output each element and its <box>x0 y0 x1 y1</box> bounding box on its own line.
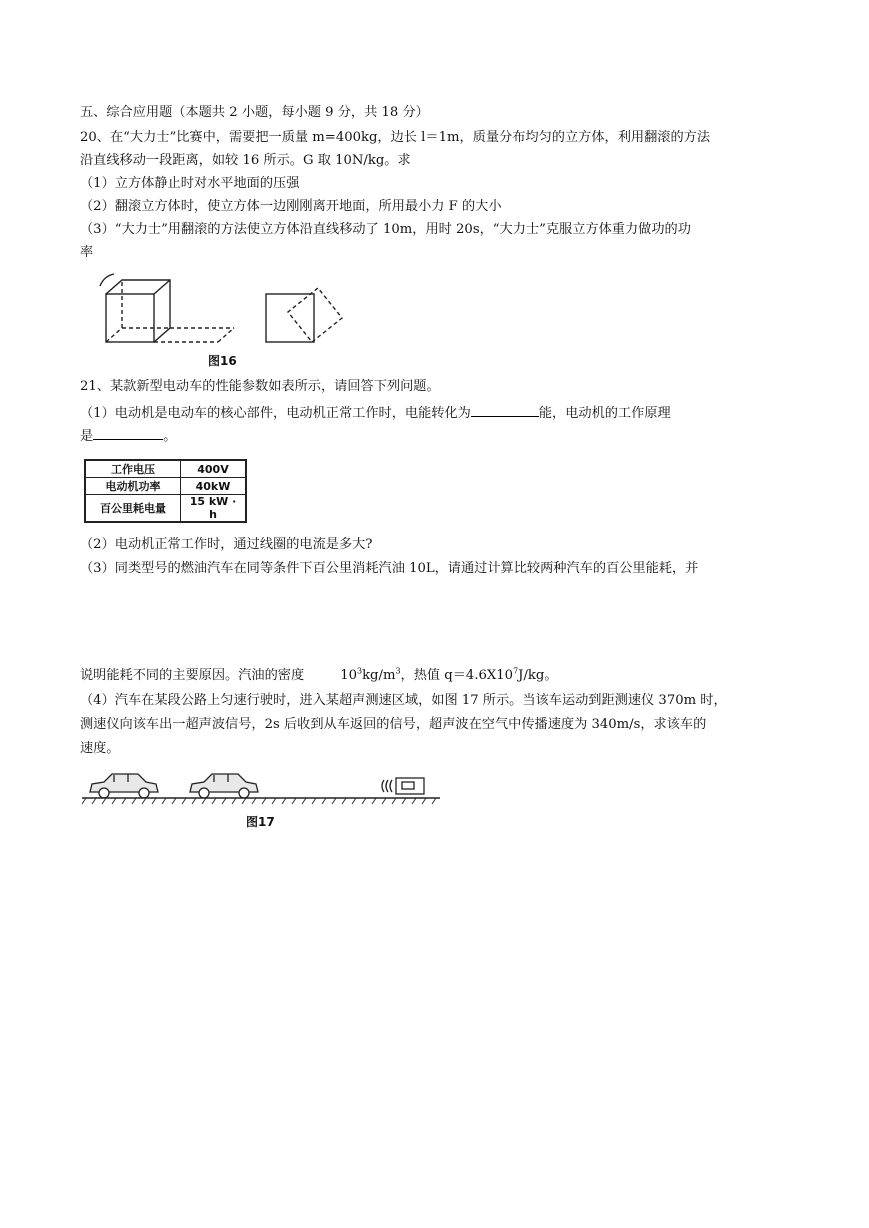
table-row <box>85 495 246 523</box>
figure-17-speed-radar-diagram <box>82 768 442 810</box>
figure-16-caption: 图16 <box>208 354 237 368</box>
q21-part1-text-a: （1）电动机是电动车的核心部件，电动机正常工作时，电能转化为 <box>80 406 471 421</box>
spec-value: 15 kW · h <box>181 495 247 523</box>
car-icon <box>190 774 258 798</box>
q21-part3-line2 <box>80 667 558 685</box>
q20-part1: （1）立方体静止时对水平地面的压强 <box>80 176 300 191</box>
q20-part3-line2: 率 <box>80 245 94 260</box>
heat-value-exponent: 7 <box>513 666 519 676</box>
table-row <box>85 460 246 478</box>
answer-blank-principle[interactable] <box>93 425 163 440</box>
q20-part2: （2）翻滚立方体时，使立方体一边刚刚离开地面，所用最小力 F 的大小 <box>80 199 502 214</box>
spec-label: 电动机功率 <box>85 478 181 495</box>
figure-17-caption: 图17 <box>246 815 275 829</box>
q21-part1-text-c: 是 <box>80 429 94 444</box>
car-icon <box>90 774 158 798</box>
q20-line2: 沿直线移动一段距离，如较 16 所示。G 取 10N/kg。求 <box>80 153 411 168</box>
density-unit: kg/m <box>362 668 396 683</box>
spec-label: 百公里耗电量 <box>85 495 181 523</box>
density-exponent: 3 <box>356 666 363 676</box>
section-title: 五、综合应用题（本题共 2 小题，每小题 9 分，共 18 分） <box>80 105 429 120</box>
heat-value-text: ，热值 q＝4.6X10 <box>400 668 514 683</box>
figure-16-cube-diagram <box>88 272 348 350</box>
spec-label: 工作电压 <box>85 460 181 478</box>
q21-line1: 21、某款新型电动车的性能参数如表所示，请回答下列问题。 <box>80 379 440 394</box>
gasoline-density-text: 说明能耗不同的主要原因。汽油的密度 <box>80 668 305 683</box>
density-base: 10 <box>340 668 357 683</box>
q21-part1-line2 <box>80 425 176 446</box>
q20-line1: 20、在“大力士”比赛中，需要把一质量 m=400kg，边长 l＝1m，质量分布均匀的立方体，利用翻滚的方法 <box>80 130 711 145</box>
q21-part4-line3: 速度。 <box>80 741 120 756</box>
q21-part1-text-b: 能，电动机的工作原理 <box>538 406 671 421</box>
q21-part1-text-d: 。 <box>163 429 177 444</box>
q21-part4-line2: 测速仪向该车出一超声波信号，2s 后收到从车返回的信号，超声波在空气中传播速度为 340m/s，求该车的 <box>80 717 707 732</box>
spec-table <box>84 459 247 523</box>
speed-radar-icon <box>382 778 424 794</box>
answer-blank-energy[interactable] <box>471 402 539 417</box>
heat-value-unit: J/kg。 <box>518 668 558 683</box>
spec-value: 40kW <box>181 478 247 495</box>
q21-part1-line1 <box>80 402 671 423</box>
spec-value: 400V <box>181 460 247 478</box>
q21-part2: （2）电动机正常工作时，通过线圈的电流是多大? <box>80 537 373 552</box>
q21-part4-line1: （4）汽车在某段公路上匀速行驶时，进入某超声测速区域，如图 17 所示。当该车运动到距测速仪 370m 时， <box>80 693 727 708</box>
q20-part3-line1: （3）“大力士”用翻滚的方法使立方体沿直线移动了 10m，用时 20s，“大力士”克服立方体重力做功的功 <box>80 222 691 237</box>
density-unit-exponent: 3 <box>395 666 401 676</box>
table-row <box>85 478 246 495</box>
q21-part3-line1: （3）同类型号的燃油汽车在同等条件下百公里消耗汽油 10L，请通过计算比较两种汽车的百公里能耗，并 <box>80 561 699 576</box>
